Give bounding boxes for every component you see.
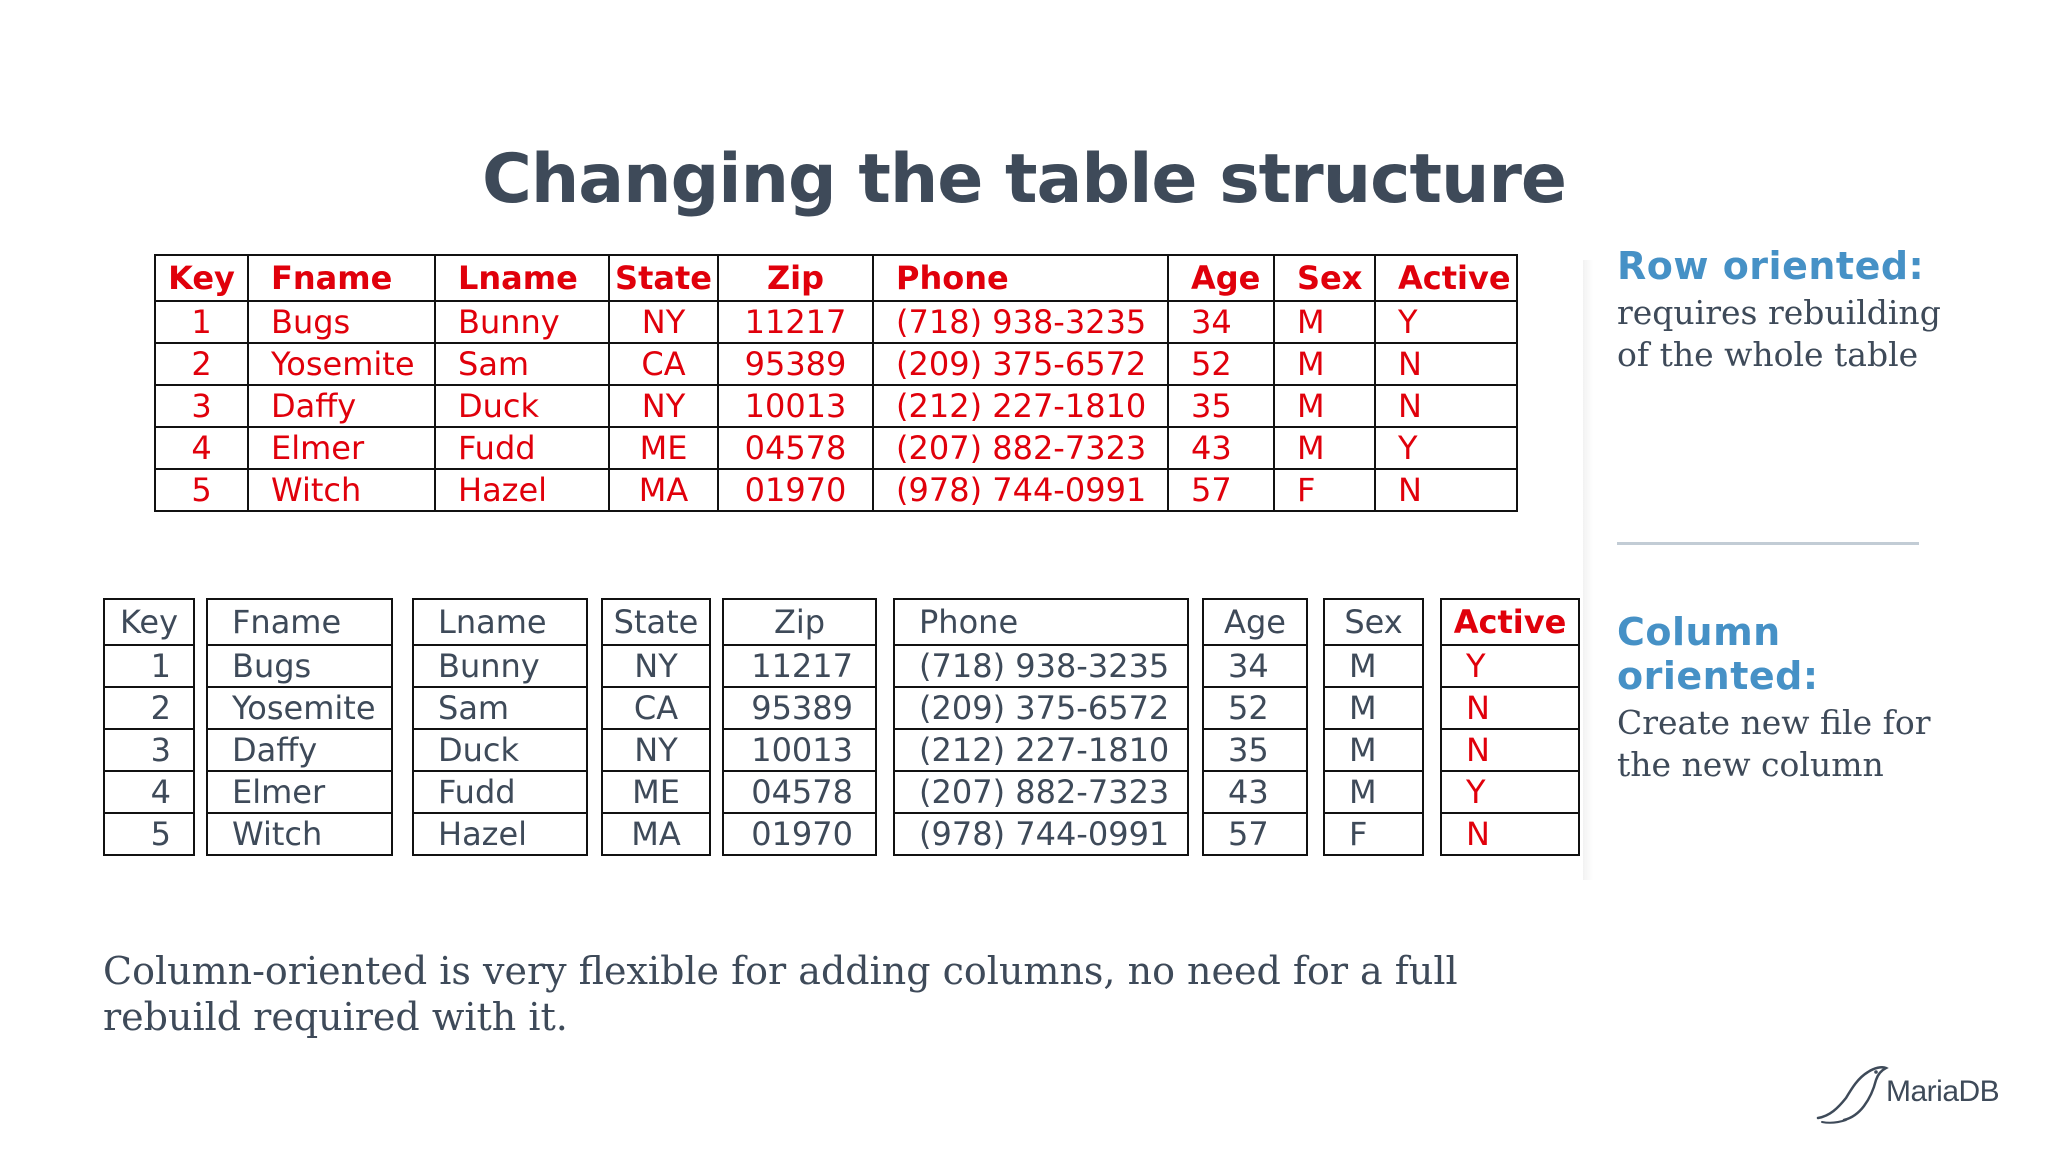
summary-text: Column-oriented is very flexible for adding columns, no need for a full rebuild required with it. [103,949,1458,1039]
table-cell: 35 [1203,729,1307,771]
table-cell: Bugs [248,301,435,343]
table-cell: 2 [104,687,194,729]
table-cell: ME [602,771,710,813]
slide-title: Changing the table structure [481,140,1567,219]
table-cell: 4 [155,427,248,469]
table-cell: NY [602,729,710,771]
table-cell: 95389 [718,343,873,385]
table-cell: Daffy [207,729,392,771]
column-file-age [1202,598,1308,860]
table-row [155,469,1517,511]
table-cell: 2 [155,343,248,385]
table-cell: N [1441,687,1579,729]
table-row [155,385,1517,427]
header-cell: Zip [718,255,873,301]
table-cell: F [1274,469,1375,511]
table-cell: Bugs [207,645,392,687]
table-cell: CA [609,343,718,385]
table-cell: Bunny [413,645,587,687]
table-cell: M [1274,385,1375,427]
table-row [155,301,1517,343]
table-cell: M [1324,729,1423,771]
table-cell: 10013 [723,729,876,771]
seal-icon [1812,1058,1892,1126]
table-cell: 34 [1203,645,1307,687]
column-file-active-new [1440,598,1580,860]
table-cell: (978) 744-0991 [873,469,1168,511]
column-file-fname [206,598,393,860]
table-cell: MA [602,813,710,855]
table-cell: 01970 [718,469,873,511]
header-cell: Lname [413,599,587,645]
table-cell: M [1324,645,1423,687]
table-cell: M [1274,301,1375,343]
table-cell: (718) 938-3235 [873,301,1168,343]
table-cell: CA [602,687,710,729]
column-oriented-heading: Column oriented: [1617,610,1819,698]
table-cell: Yosemite [248,343,435,385]
table-cell: M [1324,771,1423,813]
table-cell: Y [1441,771,1579,813]
column-file-zip [722,598,877,860]
table-cell: M [1324,687,1423,729]
table-cell: Sam [413,687,587,729]
header-cell: Active [1441,599,1579,645]
table-cell: N [1375,469,1517,511]
table-cell: (209) 375-6572 [894,687,1188,729]
header-cell: Age [1168,255,1274,301]
table-cell: 04578 [718,427,873,469]
header-cell: State [602,599,710,645]
row-oriented-note [1617,244,1977,376]
column-file-sex [1323,598,1424,860]
header-cell: Active [1375,255,1517,301]
table-cell: Witch [207,813,392,855]
table-cell: NY [609,301,718,343]
header-cell: Fname [207,599,392,645]
table-cell: Hazel [413,813,587,855]
table-cell: (978) 744-0991 [894,813,1188,855]
row-oriented-table [154,254,1518,512]
table-cell: Elmer [207,771,392,813]
table-cell: Yosemite [207,687,392,729]
table-cell: M [1274,427,1375,469]
header-cell: Fname [248,255,435,301]
table-cell: Duck [435,385,609,427]
table-cell: 01970 [723,813,876,855]
table-cell: Y [1375,301,1517,343]
column-oriented-note [1617,610,1977,786]
table-cell: 34 [1168,301,1274,343]
table-cell: M [1274,343,1375,385]
table-cell: (212) 227-1810 [894,729,1188,771]
header-cell: Phone [873,255,1168,301]
table-cell: 11217 [723,645,876,687]
table-row [155,343,1517,385]
table-cell: 3 [104,729,194,771]
table-cell: Fudd [435,427,609,469]
table-cell: MA [609,469,718,511]
table-cell: N [1375,343,1517,385]
table-cell: N [1375,385,1517,427]
header-cell: Sex [1274,255,1375,301]
table-cell: 11217 [718,301,873,343]
table-cell: F [1324,813,1423,855]
column-oriented-text: Create new file for the new column [1617,703,1931,784]
table-cell: Daffy [248,385,435,427]
table-cell: 52 [1203,687,1307,729]
table-cell: Duck [413,729,587,771]
table-cell: Y [1375,427,1517,469]
table-cell: 57 [1203,813,1307,855]
row-oriented-text: requires rebuilding of the whole table [1617,293,1941,374]
logo-text: MariaDB [1886,1075,2000,1108]
header-cell: Key [155,255,248,301]
header-cell: Sex [1324,599,1423,645]
table-cell: 43 [1168,427,1274,469]
table-cell: 35 [1168,385,1274,427]
header-cell: Lname [435,255,609,301]
table-cell: Fudd [413,771,587,813]
column-file-phone [893,598,1189,860]
table-cell: 04578 [723,771,876,813]
table-cell: Hazel [435,469,609,511]
table-cell: Witch [248,469,435,511]
table-cell: 5 [104,813,194,855]
column-file-key [103,598,195,860]
table-cell: 4 [104,771,194,813]
table-cell: 10013 [718,385,873,427]
header-cell: Key [104,599,194,645]
table-cell: Elmer [248,427,435,469]
table-cell: 1 [104,645,194,687]
table-cell: 95389 [723,687,876,729]
table-cell: Y [1441,645,1579,687]
table-cell: (207) 882-7323 [873,427,1168,469]
row-oriented-heading: Row oriented: [1617,244,1925,288]
header-cell: Phone [894,599,1188,645]
side-panel-shadow [1583,260,1593,880]
table-cell: 1 [155,301,248,343]
header-cell: State [609,255,718,301]
table-cell: N [1441,729,1579,771]
table-header-row [155,255,1517,301]
table-cell: 5 [155,469,248,511]
table-cell: Bunny [435,301,609,343]
table-cell: (212) 227-1810 [873,385,1168,427]
table-cell: 43 [1203,771,1307,813]
table-row [155,427,1517,469]
table-cell: 52 [1168,343,1274,385]
table-cell: 3 [155,385,248,427]
table-cell: ME [609,427,718,469]
table-cell: (718) 938-3235 [894,645,1188,687]
table-cell: (207) 882-7323 [894,771,1188,813]
table-cell: NY [602,645,710,687]
table-cell: Sam [435,343,609,385]
table-cell: 57 [1168,469,1274,511]
side-divider [1617,542,1919,545]
header-cell: Zip [723,599,876,645]
header-cell: Age [1203,599,1307,645]
table-cell: N [1441,813,1579,855]
column-file-lname [412,598,588,860]
column-file-state [601,598,711,860]
table-cell: (209) 375-6572 [873,343,1168,385]
table-cell: NY [609,385,718,427]
mariadb-logo [1812,1058,2012,1126]
